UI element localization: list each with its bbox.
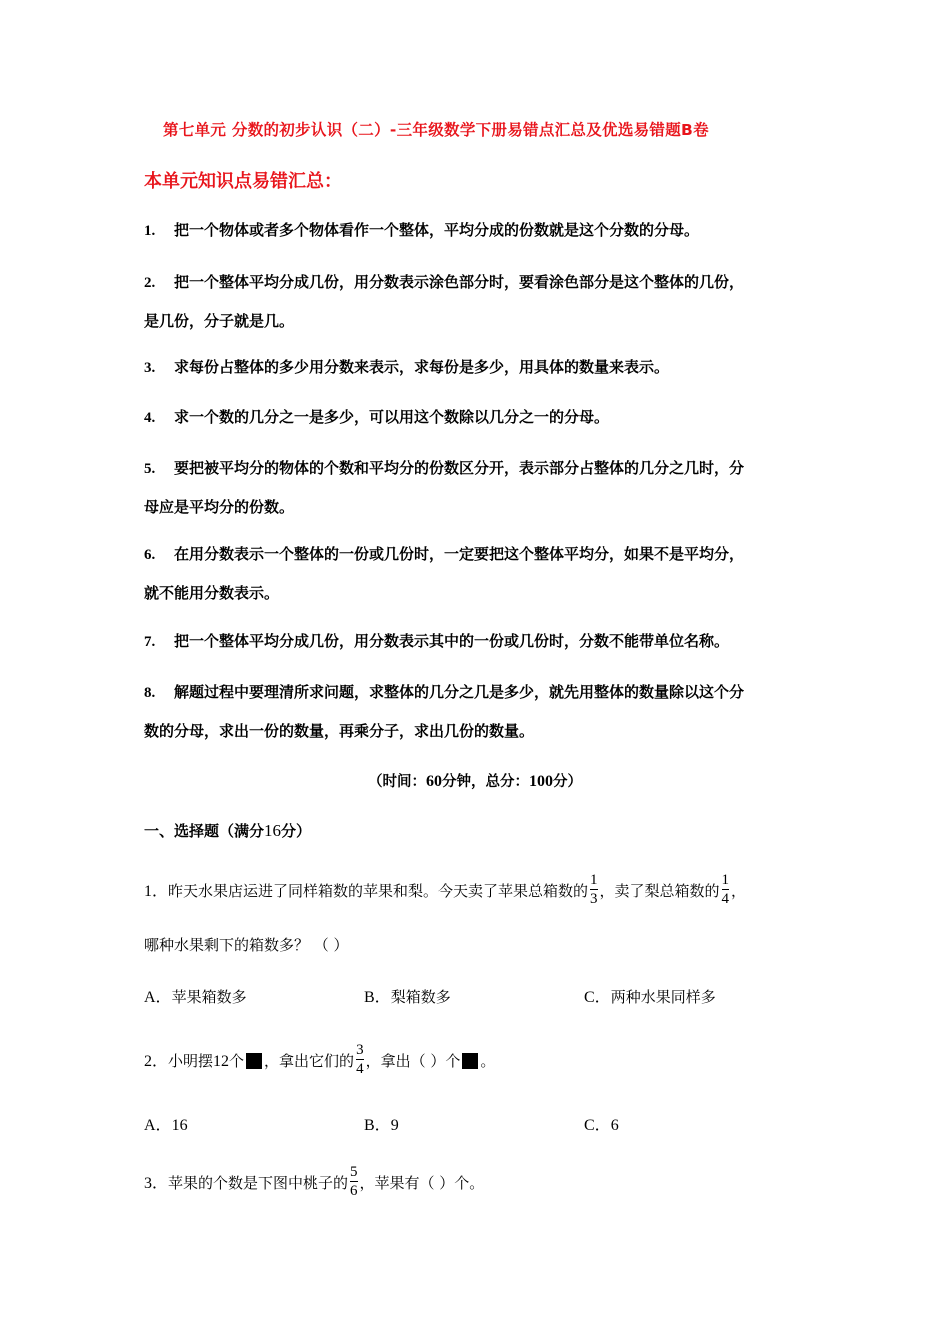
exam-time: 60	[426, 773, 442, 790]
point-text: 在用分数表示一个整体的一份或几份时，一定要把这个整体平均分，如果不是平均分，	[174, 545, 745, 563]
point-number: 2.	[144, 275, 156, 291]
knowledge-point-8	[144, 673, 824, 750]
knowledge-point-4	[144, 398, 824, 437]
question-1: 1．昨天水果店运进了同样箱数的苹果和梨。今天卖了苹果总箱数的 $\frac{1}{3}$ ，卖了梨总箱数的 $\frac{1}{4}$ ，	[144, 872, 747, 907]
point-number: 7.	[144, 634, 156, 650]
q1-option-b[interactable]: B．梨箱数多	[364, 988, 451, 1006]
point-text: 把一个物体或者多个物体看作一个整体，平均分成的份数就是这个分数的分母。	[174, 221, 700, 239]
point-text-continued: 母应是平均分的份数。	[144, 498, 295, 516]
fraction-5-6: $\frac{5}{6}$	[350, 1164, 358, 1199]
question-number: 1．	[144, 883, 169, 900]
q1-option-a[interactable]: A．苹果箱数多	[144, 988, 247, 1006]
point-text: 要把被平均分的物体的个数和平均分的份数区分开，表示部分占整体的几分之几时，分	[174, 459, 745, 477]
q2-option-b[interactable]: B．9	[364, 1117, 399, 1134]
point-text: 解题过程中要理清所求问题，求整体的几分之几是多少，就先用整体的数量除以这个分	[174, 683, 745, 701]
section-heading-multiple-choice: 一、选择题（满分16分）	[144, 821, 312, 840]
knowledge-point-5	[144, 449, 824, 526]
knowledge-summary-heading: 本单元知识点易错汇总：	[144, 171, 342, 192]
point-number: 3.	[144, 360, 156, 376]
question-1-line-2: 哪种水果剩下的箱数多？ （ ）	[144, 936, 349, 954]
question-2: 2．小明摆12个 ，拿出它们的 $\frac{3}{4}$ ，拿出（ ）个 。	[144, 1042, 496, 1077]
knowledge-point-1	[144, 211, 824, 250]
point-text: 求一个数的几分之一是多少，可以用这个数除以几分之一的分母。	[174, 408, 610, 426]
point-text-continued: 数的分母，求出一份的数量，再乘分子，求出几份的数量。	[144, 722, 535, 740]
fraction-1-3: $\frac{1}{3}$	[590, 872, 598, 907]
exam-total-score: 100	[529, 773, 553, 790]
question-number: 3．	[144, 1175, 169, 1192]
point-text-continued: 就不能用分数表示。	[144, 584, 280, 602]
knowledge-point-7	[144, 622, 824, 661]
fraction-3-4: $\frac{3}{4}$	[356, 1042, 364, 1077]
point-number: 6.	[144, 547, 156, 563]
document-title: 第七单元 分数的初步认识（二）-三年级数学下册易错点汇总及优选易错题B卷	[163, 121, 709, 139]
point-text: 把一个整体平均分成几份，用分数表示其中的一份或几份时，分数不能带单位名称。	[174, 632, 730, 650]
q1-option-c[interactable]: C．两种水果同样多	[584, 988, 716, 1006]
black-square-icon	[462, 1053, 478, 1069]
black-square-icon	[246, 1053, 262, 1069]
point-text: 求每份占整体的多少用分数来表示，求每份是多少，用具体的数量来表示。	[174, 358, 670, 376]
point-text: 把一个整体平均分成几份，用分数表示涂色部分时，要看涂色部分是这个整体的几份，	[174, 273, 745, 291]
knowledge-point-2	[144, 263, 824, 340]
point-text-continued: 是几份，分子就是几。	[144, 312, 295, 330]
section-points: 16	[264, 821, 282, 840]
fraction-1-4: $\frac{1}{4}$	[721, 872, 730, 907]
question-number: 2．	[144, 1053, 169, 1070]
point-number: 8.	[144, 685, 156, 701]
exam-info: （时间：60分钟，总分：100分）	[368, 773, 582, 790]
knowledge-point-6	[144, 535, 824, 612]
point-number: 1.	[144, 223, 156, 239]
point-number: 5.	[144, 461, 156, 477]
q2-option-a[interactable]: A．16	[144, 1117, 188, 1134]
question-3: 3．苹果的个数是下图中桃子的 $\frac{5}{6}$ ，苹果有（ ）个。	[144, 1164, 485, 1199]
q2-option-c[interactable]: C．6	[584, 1117, 619, 1134]
point-number: 4.	[144, 410, 156, 426]
knowledge-point-3	[144, 348, 824, 387]
